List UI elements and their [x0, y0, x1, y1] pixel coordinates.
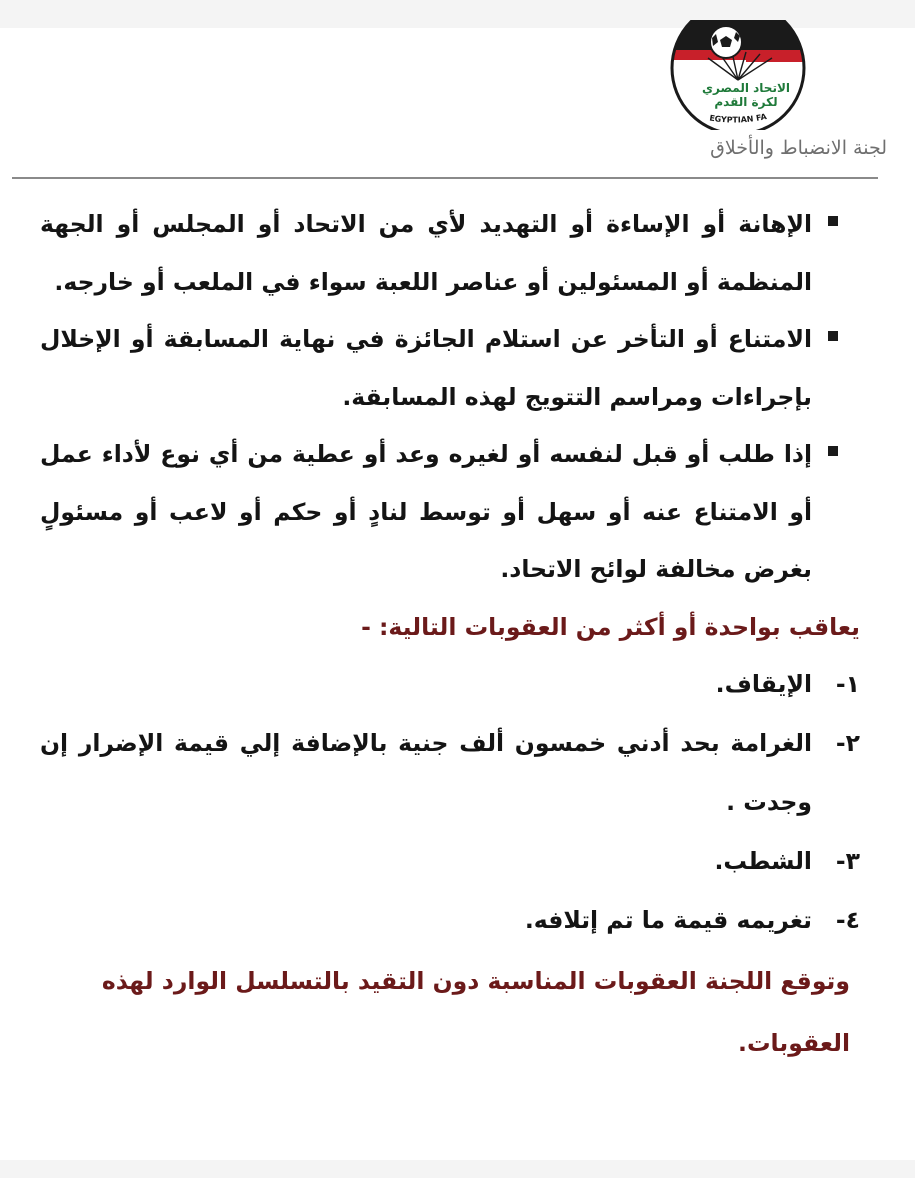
document-body: [40, 196, 860, 1074]
square-bullet-icon: [828, 446, 838, 456]
penalties-intro: يعاقب بواحدة أو أكثر من العقوبات التالية: -: [361, 612, 860, 641]
closing-note: وتوقع اللجنة العقوبات المناسبة دون التقيد بالتسلسل الوارد لهذه العقوبات.: [101, 966, 850, 1057]
bullet-text: الإهانة أو الإساءة أو التهديد لأي من الاتحاد أو المجلس أو الجهة المنظمة أو المسئولين أو عناصر اللعبة سواء في الملعب أو خارجه.: [40, 210, 812, 296]
penalty-text: الإيقاف.: [715, 669, 812, 698]
logo-text-en: EGYPTIAN FA: [708, 112, 768, 125]
penalty-text: تغريمه قيمة ما تم إتلافه.: [524, 905, 812, 934]
bullet-text: إذا طلب أو قبل لنفسه أو لغيره وعد أو عطية من أي نوع لأداء عمل أو الامتناع عنه أو سهل أو توسط لنادٍ أو حكم أو لاعب أو مسئولٍ بغرض مخالفة لوائح الاتحاد.: [40, 440, 812, 583]
penalty-number: ١-: [835, 669, 860, 698]
logo-text-ar-1: الاتحاد المصري: [702, 81, 790, 95]
penalty-number: ٣-: [835, 846, 860, 875]
penalty-item: [40, 891, 860, 950]
bullet-item: [40, 311, 860, 426]
penalty-item: [40, 832, 860, 891]
penalty-item: [40, 714, 860, 832]
square-bullet-icon: [828, 331, 838, 341]
bullet-item: [40, 196, 860, 311]
penalty-item: [40, 655, 860, 714]
logo-text-ar-2: لكرة القدم: [714, 95, 778, 109]
header-divider: [12, 177, 878, 179]
penalty-number: ٢-: [835, 728, 860, 757]
committee-header: لجنة الانضباط والأخلاق: [710, 137, 887, 159]
egyptian-fa-logo: [668, 20, 808, 130]
bullet-item: [40, 426, 860, 599]
penalty-number: ٤-: [835, 905, 860, 934]
bottom-strip: [0, 1160, 915, 1178]
penalty-text: الشطب.: [714, 846, 812, 875]
penalty-text: الغرامة بحد أدني خمسون ألف جنية بالإضافة إلي قيمة الإضرار إن وجدت .: [40, 728, 812, 816]
square-bullet-icon: [828, 216, 838, 226]
bullet-text: الامتناع أو التأخر عن استلام الجائزة في نهاية المسابقة أو الإخلال بإجراءات ومراسم التتويج لهذه المسابقة.: [40, 325, 812, 411]
